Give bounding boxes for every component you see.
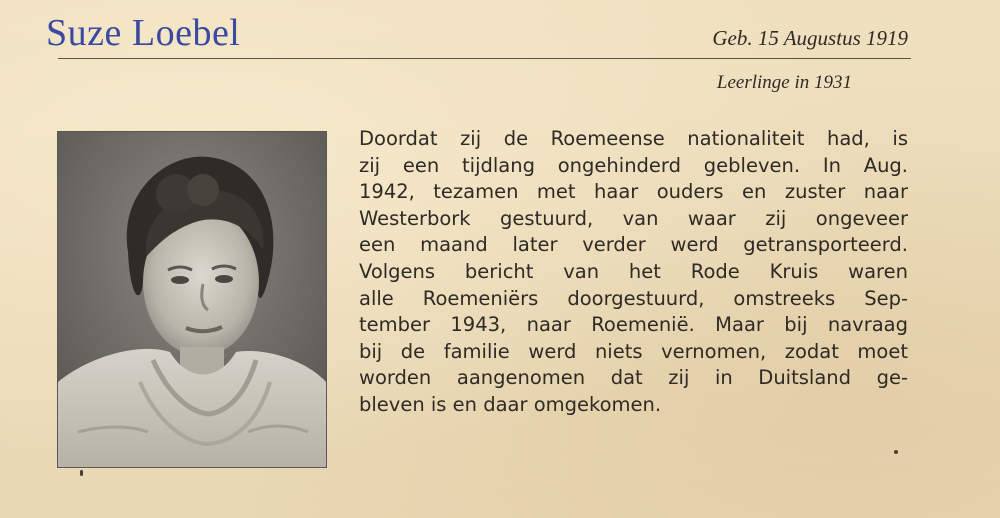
body-line: bij de familie werd niets vernomen, zodat moet xyxy=(359,339,908,363)
header-divider xyxy=(58,58,911,59)
portrait-photo xyxy=(58,132,326,467)
body-line: een maand later verder werd getransporteerd. xyxy=(359,233,908,257)
page-title: Suze Loebel xyxy=(46,12,241,54)
body-line: Doordat zij de Roemeense nationaliteit had, is xyxy=(359,127,908,150)
ink-speck xyxy=(80,470,83,476)
body-line: Westerbork gestuurd, van waar zij ongeveer xyxy=(359,206,908,230)
birth-date: Geb. 15 Augustus 1919 xyxy=(712,26,908,50)
body-line: 1942, tezamen met haar ouders en zuster naar xyxy=(359,180,908,204)
pupil-year: Leerlinge in 1931 xyxy=(716,72,852,93)
ink-speck xyxy=(894,450,898,454)
body-line: worden aangenomen dat zij in Duitsland ge- xyxy=(359,366,908,390)
body-line: tember 1943, naar Roemenië. Maar bij navraag xyxy=(359,313,908,337)
body-line: alle Roemeniërs doorgestuurd, omstreeks Sep- xyxy=(359,286,908,310)
body-text xyxy=(359,126,908,419)
body-line: zij een tijdlang ongehinderd gebleven. In Aug. xyxy=(359,153,908,177)
body-line: bleven is en daar omgekomen. xyxy=(359,392,662,416)
body-line: Volgens bericht van het Rode Kruis waren xyxy=(359,259,908,283)
